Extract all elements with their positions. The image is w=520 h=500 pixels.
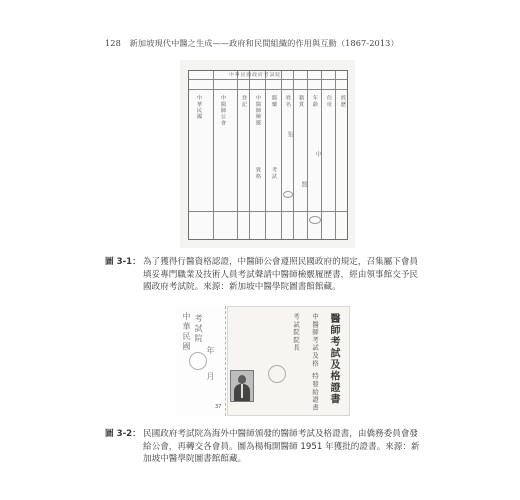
stamp-seal xyxy=(189,352,207,370)
form-column-text: 年齡 xyxy=(312,95,318,108)
certificate-number: 37 xyxy=(215,404,222,410)
certificate-line: 考試院院長 xyxy=(292,313,299,352)
form-rule xyxy=(293,71,294,239)
form-column-text: 資格 xyxy=(255,167,261,180)
caption-text: 民國政府考試院為海外中醫師頒發的醫師考試及格證書，由僑務委員會發給公會，再轉交各會員。圖為楊梅開醫師 1951 年獲批的證書。來源：新加坡中醫學院圖書館館藏。 xyxy=(143,429,420,464)
form-column-text: 經歷 xyxy=(340,95,346,108)
handwritten-entry: 醫 xyxy=(300,181,307,189)
figure-3-2-certificate-scan xyxy=(175,306,350,416)
figure-3-1-caption xyxy=(105,256,420,294)
pen-mark xyxy=(283,191,293,198)
form-rule xyxy=(237,71,238,239)
form-rule xyxy=(281,71,282,239)
figure-3-2-caption xyxy=(105,428,420,466)
form-column-text: 中華民國 xyxy=(196,95,202,120)
form-column-text: 中醫師檢覈 xyxy=(255,95,261,126)
running-title: 新加坡現代中醫之生成——政府和民間組織的作用與互動（1867-2013） xyxy=(129,38,399,48)
handwritten-entry: 中 xyxy=(314,151,321,159)
form-rule xyxy=(335,71,336,239)
form-table xyxy=(188,70,348,240)
stamp-seal xyxy=(268,365,286,383)
form-rule xyxy=(213,71,214,239)
portrait-photo xyxy=(230,370,254,402)
handwritten-entry: 張 xyxy=(286,131,293,139)
caption-text: 為了獲得行醫資格認證，中醫師公會遵照民國政府的規定，召集屬下會員填妥專門職業及技術人員考試聲請中醫師檢覈履歷書，經由領事館交予民國政府考試院。來源：新加坡中醫學院圖書館館藏。 xyxy=(143,257,419,292)
form-column-text: 考試 xyxy=(271,167,277,180)
stub-handwriting: 中華民國 xyxy=(182,312,191,352)
certificate-stub xyxy=(175,306,226,416)
stub-handwriting: 年 xyxy=(206,346,215,356)
form-column-text: 住址 xyxy=(326,95,332,108)
running-header xyxy=(105,38,435,49)
form-rule xyxy=(265,71,266,239)
portrait-tie xyxy=(241,384,243,398)
form-column-text: 登記 xyxy=(241,95,247,108)
form-rule xyxy=(249,71,250,239)
stub-handwriting: 月 xyxy=(206,372,215,382)
stub-handwriting: 考試院 xyxy=(194,314,203,344)
form-rule xyxy=(307,71,308,239)
page-number: 128 xyxy=(105,38,121,48)
form-column-text: 籍貫 xyxy=(298,95,304,108)
certificate-body xyxy=(286,313,343,415)
form-column-text: 姓名 xyxy=(285,95,291,108)
certificate-line: 特發給證書 xyxy=(311,372,318,412)
portrait-head xyxy=(238,375,246,384)
caption-label: 圖 3-1： xyxy=(105,257,141,267)
certificate-line: 中醫師考試及格 xyxy=(311,313,318,368)
certificate-title: 醫師考試及格證書 xyxy=(328,313,339,405)
caption-label: 圖 3-2： xyxy=(105,429,141,439)
figure-3-1-form-scan xyxy=(180,60,355,248)
form-top-line: 中華民國政府考試院 xyxy=(229,73,282,78)
pen-mark xyxy=(309,216,321,224)
form-column-text: 醫藥 xyxy=(271,95,277,108)
form-column-text: 中醫師公會 xyxy=(220,95,226,126)
